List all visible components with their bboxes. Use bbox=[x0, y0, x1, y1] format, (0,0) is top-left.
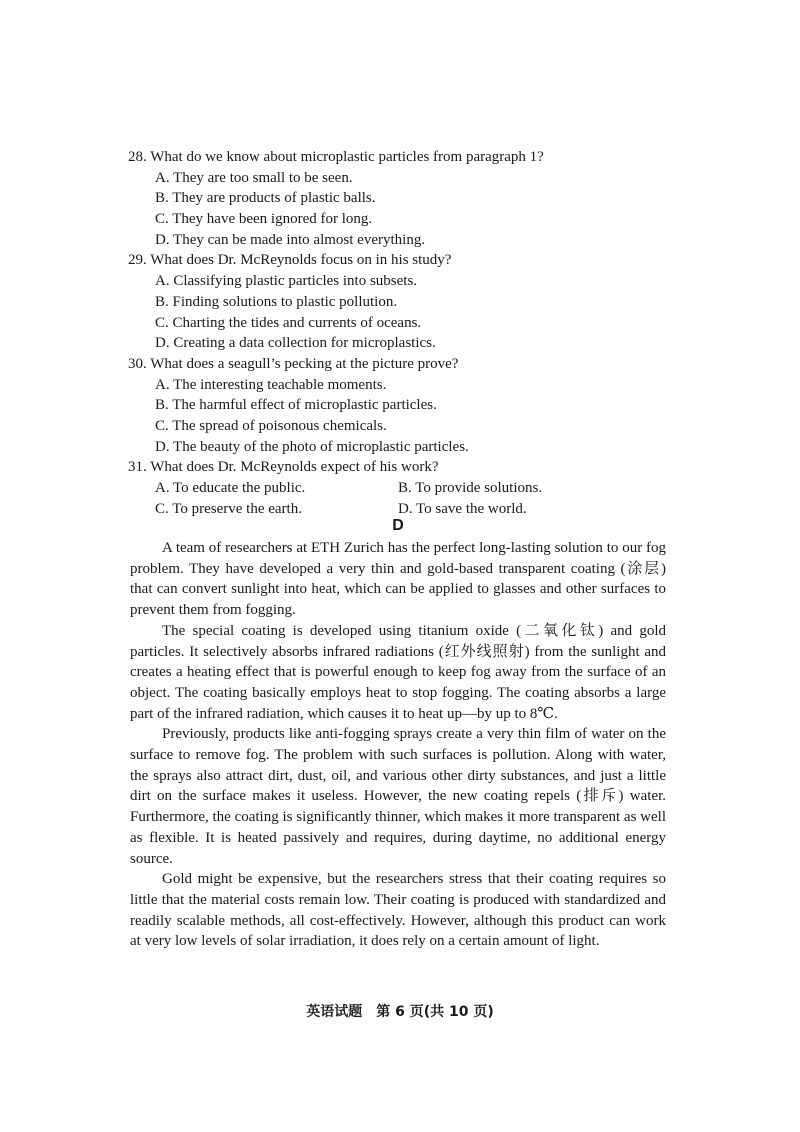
question-30-stem: 30. What does a seagull’s pecking at the picture prove? bbox=[128, 355, 459, 372]
question-31-option-c: C. To preserve the earth. bbox=[155, 500, 302, 517]
question-31-option-d: D. To save the world. bbox=[398, 500, 527, 517]
passage-paragraph-4: Gold might be expensive, but the researchers stress that their coating requires so little that the material costs remain low. Their coating is produced with standardized and readily scalable methods, all cost-effectively. However, although this product can work at very low levels of solar irradiation, it does rely on a certain amount of light. bbox=[130, 871, 666, 950]
question-31-option-a: A. To educate the public. bbox=[155, 480, 306, 496]
passage-paragraph-1: A team of researchers at ETH Zurich has the perfect long-lasting solution to our fog problem. They have developed a very thin and gold-based transparent coating (涂层) that can convert sunlight into heat, which can be applied to glasses and other surfaces to prevent them from fogging. bbox=[130, 540, 666, 619]
question-28-option-b: B. They are products of plastic balls. bbox=[155, 190, 376, 207]
section-heading: D bbox=[392, 517, 404, 534]
question-30-option-d: D. The beauty of the photo of microplastic particles. bbox=[155, 438, 469, 455]
question-30-option-b: B. The harmful effect of microplastic particles. bbox=[155, 397, 437, 414]
question-31-option-b: B. To provide solutions. bbox=[398, 480, 543, 496]
passage-paragraph-3: Previously, products like anti-fogging sprays create a very thin film of water on the surface to remove fog. The problem with such surfaces is pollution. Along with water, the sprays also attract dirt, dust, oil, and various other dirty substances, and just a little dirt on the surface makes it useless. However, the new coating repels (排斥) water. Furthermore, the coating is significantly thinner, which makes it more transparent as well as flexible. It is heated passively and requires, during daytime, no additional energy source. bbox=[130, 726, 666, 867]
question-29-option-d: D. Creating a data collection for microplastics. bbox=[155, 335, 436, 352]
question-28-option-d: D. They can be made into almost everything. bbox=[155, 231, 426, 248]
question-31-options-row-1 bbox=[128, 478, 688, 499]
page-footer: 英语试题 第 6 页(共 10 页) bbox=[306, 1004, 494, 1020]
question-30-option-a: A. The interesting teachable moments. bbox=[155, 376, 387, 393]
question-list bbox=[128, 147, 688, 519]
question-29-option-b: B. Finding solutions to plastic pollution. bbox=[155, 293, 398, 310]
question-31-stem: 31. What does Dr. McReynolds expect of his work? bbox=[128, 459, 439, 476]
question-30-option-c: C. The spread of poisonous chemicals. bbox=[155, 417, 387, 434]
passage-paragraph-2: The special coating is developed using titanium oxide (二氧化钛) and gold particles. It selectively absorbs infrared radiations (红外线照射) from the sunlight and creates a heating effect that is powerful enough to keep fog away from the surface of an object. The coating basically employs heat to stop fogging. The coating absorbs a large part of the infrared radiation, which causes it to heat up—by up to 8℃. bbox=[130, 622, 666, 722]
question-28-option-a: A. They are too small to be seen. bbox=[155, 169, 353, 186]
passage-d bbox=[130, 538, 666, 952]
question-28-option-c: C. They have been ignored for long. bbox=[155, 211, 373, 228]
question-29-option-a: A. Classifying plastic particles into subsets. bbox=[155, 273, 418, 290]
question-28-stem: 28. What do we know about microplastic particles from paragraph 1? bbox=[128, 149, 544, 165]
question-29-stem: 29. What does Dr. McReynolds focus on in his study? bbox=[128, 252, 452, 269]
question-29-option-c: C. Charting the tides and currents of oceans. bbox=[155, 314, 422, 331]
